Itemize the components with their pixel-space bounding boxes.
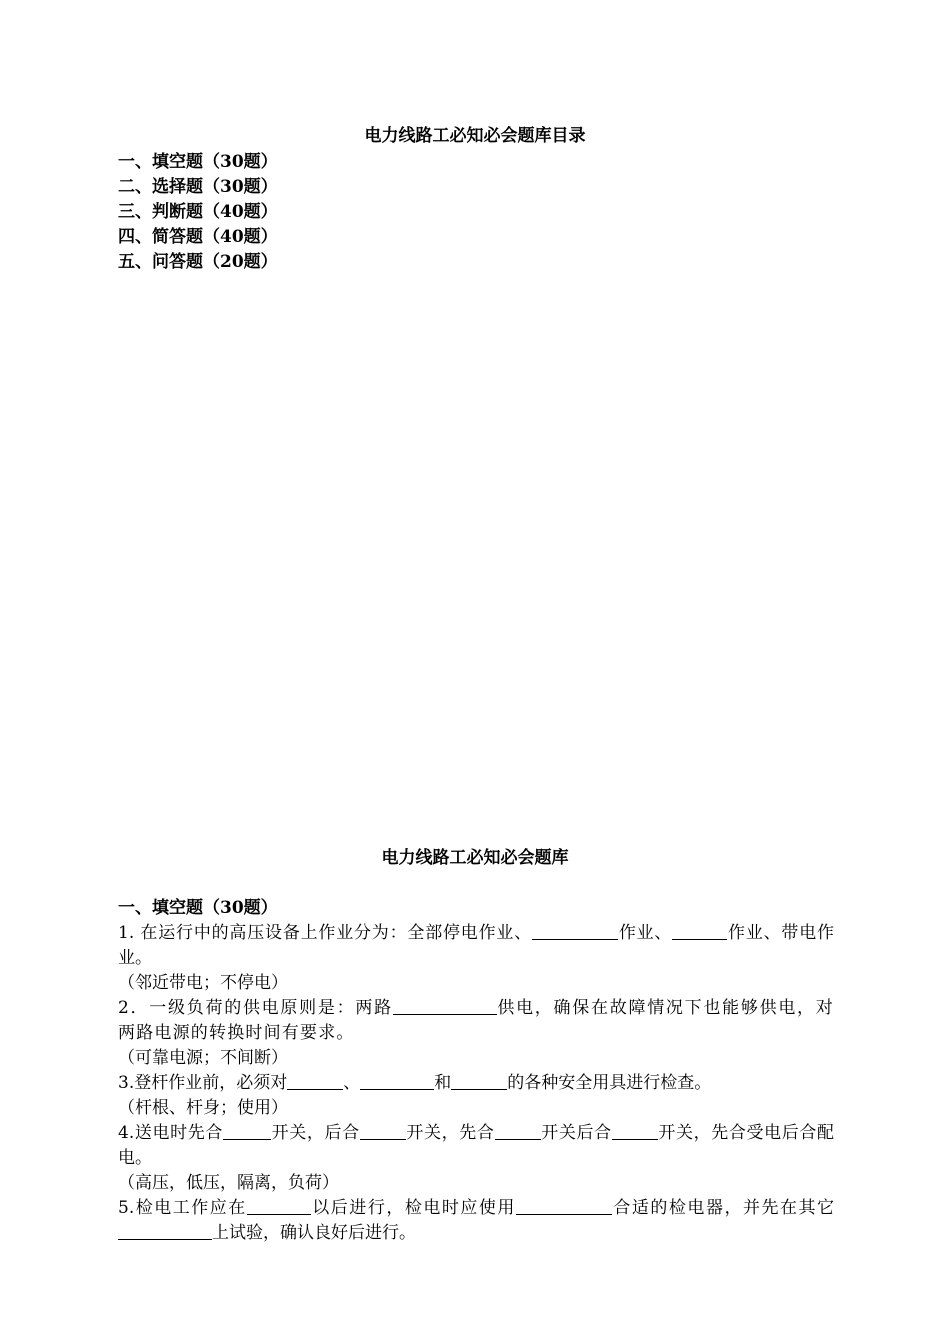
toc-item-essay: 五、问答题（20题） — [118, 252, 278, 272]
toc-item-true-false: 三、判断题（40题） — [118, 202, 278, 222]
question-text: 开关，后合 — [271, 1123, 360, 1143]
answer-blank — [118, 1221, 212, 1240]
question-text: 和 — [434, 1073, 452, 1093]
question-4 — [118, 1121, 834, 1171]
question-text: 供电，确保在故障情况下也能够供电，对两路电源的转换时间有要求。 — [118, 998, 834, 1043]
question-text: 、 — [343, 1073, 361, 1093]
answer-blank — [247, 1196, 311, 1215]
question-bank-content — [118, 896, 834, 1246]
answer-3: （杆根、杆身；使用） — [118, 1098, 288, 1118]
question-text: 作业、 — [618, 923, 673, 943]
question-text: 合适的检电器，并先在其它 — [611, 1198, 834, 1218]
question-text: 以后进行，检电时应使用 — [310, 1198, 516, 1218]
toc-item-short-answer: 四、简答题（40题） — [118, 227, 278, 247]
toc-item-fill-blank: 一、填空题（30题） — [118, 152, 278, 172]
section-title-fill-blank: 一、填空题（30题） — [118, 898, 278, 918]
question-text: 1. 在运行中的高压设备上作业分为：全部停电作业、 — [118, 923, 533, 943]
answer-2: （可靠电源；不间断） — [118, 1048, 288, 1068]
answer-blank — [451, 1071, 507, 1090]
answer-blank — [360, 1121, 406, 1140]
toc-title: 电力线路工必知必会题库目录 — [364, 126, 586, 146]
question-5 — [118, 1196, 834, 1246]
answer-4: （高压，低压，隔离，负荷） — [118, 1173, 339, 1193]
toc-item-choice: 二、选择题（30题） — [118, 177, 278, 197]
question-text: 上试验，确认良好后进行。 — [212, 1223, 416, 1243]
question-text: 开关，先合受电后合配电。 — [118, 1123, 835, 1168]
question-text: 作业、带电作业。 — [118, 923, 835, 968]
answer-blank — [612, 1121, 658, 1140]
answer-blank — [516, 1196, 612, 1215]
question-1 — [118, 921, 834, 971]
question-text: 开关后合 — [540, 1123, 612, 1143]
answer-blank — [287, 1071, 343, 1090]
question-text: 5.检电工作应在 — [118, 1198, 247, 1218]
question-text: 的各种安全用具进行检查。 — [507, 1073, 712, 1093]
bank-title: 电力线路工必知必会题库 — [381, 848, 569, 868]
answer-blank — [223, 1121, 271, 1140]
toc-list — [118, 150, 278, 275]
answer-blank — [495, 1121, 541, 1140]
answer-blank — [672, 921, 727, 940]
question-2 — [118, 996, 834, 1046]
question-text: 4.送电时先合 — [118, 1123, 223, 1143]
question-text: 2．一级负荷的供电原则是：两路 — [118, 998, 393, 1018]
question-text: 开关，先合 — [405, 1123, 495, 1143]
answer-1: （邻近带电；不停电） — [118, 973, 288, 993]
answer-blank — [393, 996, 497, 1015]
question-text: 3.登杆作业前，必须对 — [118, 1073, 288, 1093]
answer-blank — [532, 921, 618, 940]
answer-blank — [360, 1071, 434, 1090]
question-3 — [118, 1071, 834, 1096]
